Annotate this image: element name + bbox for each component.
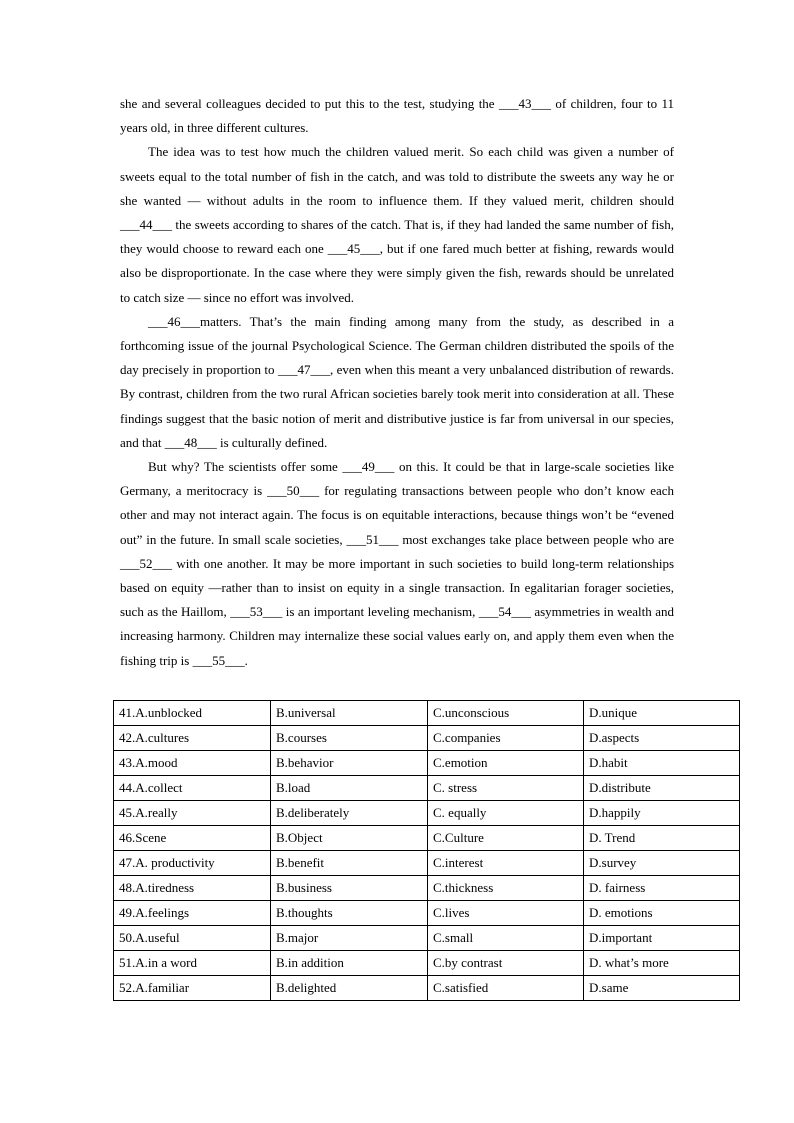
option-cell: D.aspects <box>584 726 740 751</box>
option-cell: 41.A.unblocked <box>114 701 271 726</box>
option-cell: C. stress <box>428 776 584 801</box>
option-cell: B.courses <box>271 726 428 751</box>
option-cell: C.thickness <box>428 876 584 901</box>
option-cell: D.survey <box>584 851 740 876</box>
option-cell: D.unique <box>584 701 740 726</box>
option-cell: 43.A.mood <box>114 751 271 776</box>
option-cell: 51.A.in a word <box>114 951 271 976</box>
option-cell: D.important <box>584 926 740 951</box>
passage-paragraph-3: ___46___matters. That’s the main finding among many from the study, as described in a forthcoming issue of the journal Psychological Science. The German children distributed the spoils of the day precisely in proportion to ___47___, even when this meant a very unbalanced distribution of rewards. By contrast, children from the two rural African societies barely took merit into consideration at all. These findings suggest that the basic notion of merit and distributive justice is far from universal in our species, and that ___48___ is culturally defined. <box>120 313 674 450</box>
option-cell: D.habit <box>584 751 740 776</box>
cloze-passage <box>120 92 674 673</box>
answer-options-table <box>113 700 740 1001</box>
option-cell: B.load <box>271 776 428 801</box>
option-cell: C. equally <box>428 801 584 826</box>
table-row <box>114 726 740 751</box>
option-cell: B.major <box>271 926 428 951</box>
option-cell: C.by contrast <box>428 951 584 976</box>
option-cell: C.small <box>428 926 584 951</box>
option-cell: C.satisfied <box>428 976 584 1001</box>
option-cell: B.business <box>271 876 428 901</box>
passage-paragraph-1: she and several colleagues decided to put this to the test, studying the ___43___ of children, four to 11 years old, in three different cultures. <box>120 96 674 136</box>
table-row <box>114 876 740 901</box>
table-row <box>114 901 740 926</box>
option-cell: C.emotion <box>428 751 584 776</box>
option-cell: D. emotions <box>584 901 740 926</box>
option-cell: B.benefit <box>271 851 428 876</box>
table-row <box>114 951 740 976</box>
option-cell: D. Trend <box>584 826 740 851</box>
option-cell: B.Object <box>271 826 428 851</box>
table-row <box>114 976 740 1001</box>
option-cell: D.distribute <box>584 776 740 801</box>
option-cell: B.deliberately <box>271 801 428 826</box>
option-cell: C.companies <box>428 726 584 751</box>
option-cell: C.lives <box>428 901 584 926</box>
table-row <box>114 776 740 801</box>
table-row <box>114 851 740 876</box>
passage-paragraph-4: But why? The scientists offer some ___49___ on this. It could be that in large-scale societies like Germany, a meritocracy is ___50___ for regulating transactions between people who don’t know each other and may not interact again. The focus is on equitable interactions, because things won’t be “evened out” in the future. In small scale societies, ___51___ most exchanges take place between people who are ___52___ with one another. It may be more important in such societies to build long-term relationships based on equity —rather than to insist on equity in a single transaction. In egalitarian forager societies, such as the Haillom, ___53___ is an important leveling mechanism, ___54___ asymmetries in wealth and increasing harmony. Children may internalize these social values early on, and apply them even when the fishing trip is ___55___. <box>120 459 674 668</box>
option-cell: B.in addition <box>271 951 428 976</box>
option-cell: D. what’s more <box>584 951 740 976</box>
option-cell: 45.A.really <box>114 801 271 826</box>
option-cell: 44.A.collect <box>114 776 271 801</box>
option-cell: B.universal <box>271 701 428 726</box>
passage-paragraph-2: The idea was to test how much the children valued merit. So each child was given a number of sweets equal to the total number of fish in the catch, and was told to distribute the sweets any way he or she wanted — without adults in the room to influence them. If they valued merit, children should ___44___ the sweets according to shares of the catch. That is, if they had landed the same number of fish, they would choose to reward each one ___45___, but if one fared much better at fishing, rewards would also be disproportionate. In the case where they were simply given the fish, rewards should be unrelated to catch size — since no effort was involved. <box>120 144 674 305</box>
option-cell: C.unconscious <box>428 701 584 726</box>
option-cell: 49.A.feelings <box>114 901 271 926</box>
option-cell: B.thoughts <box>271 901 428 926</box>
option-cell: B.behavior <box>271 751 428 776</box>
option-cell: C.Culture <box>428 826 584 851</box>
table-row <box>114 701 740 726</box>
option-cell: D.same <box>584 976 740 1001</box>
option-cell: 48.A.tiredness <box>114 876 271 901</box>
option-cell: C.interest <box>428 851 584 876</box>
option-cell: 46.Scene <box>114 826 271 851</box>
option-cell: 42.A.cultures <box>114 726 271 751</box>
option-cell: 52.A.familiar <box>114 976 271 1001</box>
table-row <box>114 751 740 776</box>
option-cell: B.delighted <box>271 976 428 1001</box>
option-cell: 47.A. productivity <box>114 851 271 876</box>
table-row <box>114 826 740 851</box>
table-row <box>114 801 740 826</box>
option-cell: 50.A.useful <box>114 926 271 951</box>
option-cell: D. fairness <box>584 876 740 901</box>
option-cell: D.happily <box>584 801 740 826</box>
table-row <box>114 926 740 951</box>
